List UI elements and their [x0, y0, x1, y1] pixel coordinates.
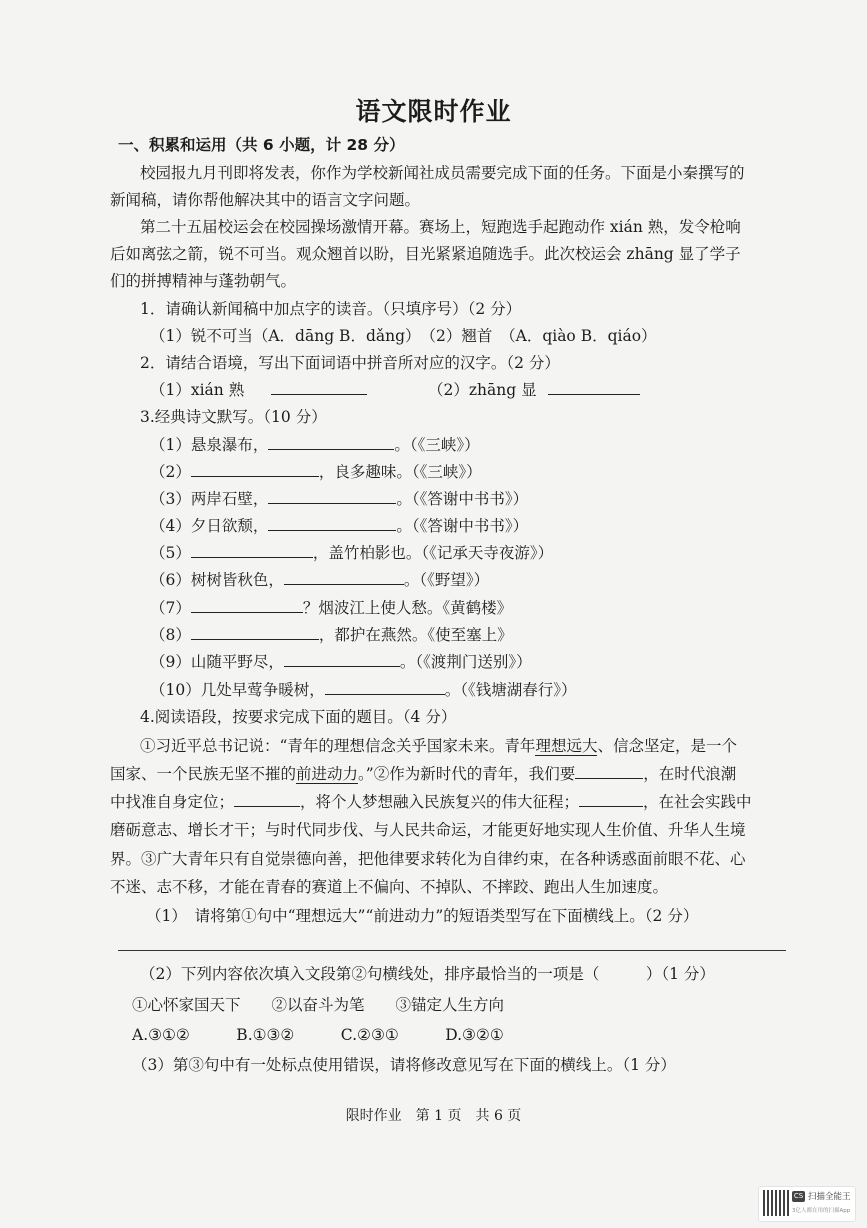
passage-line-6: 不迷、志不移，才能在青春的赛道上不偏向、不掉队、不摔跤、跑出人生加速度。: [110, 878, 669, 896]
question-3-stem: 3.经典诗文默写。（10 分）: [140, 408, 327, 426]
question-2-item-2-label: （2）zhāng 显: [428, 381, 537, 399]
poem-item-suffix: 。（《答谢中书书》）: [396, 517, 529, 535]
answer-blank[interactable]: [575, 764, 643, 779]
passage-text: ，在时代浪潮: [643, 765, 737, 783]
qr-code-icon: [763, 1190, 789, 1216]
poem-item: [150, 543, 553, 563]
poem-item: [150, 625, 513, 645]
question-2-item-1-label: （1）xián 熟: [150, 381, 245, 399]
answer-blank[interactable]: [268, 516, 396, 531]
question-4-sub-2: （2）下列内容依次填入文段第②句横线处，排序最恰当的一项是（ ）（1 分）: [140, 965, 715, 983]
passage-text: 国家、一个民族无坚不摧的: [110, 765, 297, 783]
poem-item-prefix: （2）: [150, 463, 191, 481]
poem-item-prefix: （5）: [150, 544, 191, 562]
question-2-stem: 2．请结合语境，写出下面词语中拼音所对应的汉字。（2 分）: [140, 354, 560, 372]
answer-blank[interactable]: [548, 380, 640, 395]
answer-blank[interactable]: [268, 489, 396, 504]
answer-blank[interactable]: [268, 435, 394, 450]
passage-text: 、信念坚定，是一个: [597, 737, 737, 755]
poem-item-prefix: （6）树树皆秋色，: [150, 571, 284, 589]
poem-item: [150, 598, 512, 618]
poem-item: [150, 680, 577, 700]
answer-blank[interactable]: [234, 792, 300, 807]
intro-line-2: 新闻稿，请你帮他解决其中的语言文字问题。: [110, 191, 421, 209]
answer-line[interactable]: [118, 950, 786, 951]
news-line-1: 第二十五届校运会在校园操场激情开幕。赛场上，短跑选手起跑动作 xián 熟，发令枪响: [140, 218, 741, 236]
page-footer: 限时作业 第 1 页 共 6 页: [345, 1108, 522, 1124]
poem-item-suffix: 。（《三峡》）: [394, 436, 480, 454]
page-title: 语文限时作业: [355, 97, 512, 126]
poem-item-suffix: ？烟波江上使人愁。《黄鹤楼》: [302, 599, 513, 617]
poem-item: [150, 570, 489, 590]
poem-item: [150, 462, 482, 482]
intro-line-1: 校园报九月刊即将发表，你作为学校新闻社成员需要完成下面的任务。下面是小秦撰写的: [140, 164, 745, 182]
passage-text: ，在社会实践中: [643, 793, 752, 811]
poem-item-prefix: （9）山随平野尽，: [150, 653, 284, 671]
answer-blank[interactable]: [191, 625, 319, 640]
question-4-sub-2-items: ①心怀家国天下 ②以奋斗为笔 ③锚定人生方向: [132, 996, 505, 1014]
answer-blank[interactable]: [284, 570, 404, 585]
question-1-stem: 1．请确认新闻稿中加点字的读音。（只填序号）（2 分）: [140, 300, 522, 318]
question-2-item-1: [150, 380, 367, 400]
poem-item-prefix: （10）几处早莺争暖树，: [150, 681, 325, 699]
poem-item-suffix: 。（《渡荆门送别》）: [399, 653, 532, 671]
poem-item: [150, 516, 528, 536]
passage-line-1: [140, 736, 737, 756]
poem-item-suffix: ，良多趣味。（《三峡》）: [318, 463, 482, 481]
question-4-stem: 4.阅读语段，按要求完成下面的题目。（4 分）: [140, 708, 457, 726]
section-heading: 一、积累和运用（共 6 小题，计 28 分）: [118, 136, 405, 154]
camscanner-logo-icon: CS: [793, 1192, 804, 1200]
news-line-3: 们的拼搏精神与蓬勃朝气。: [110, 272, 297, 290]
poem-item: [150, 435, 480, 455]
news-line-2: 后如离弦之箭，锐不可当。观众翘首以盼，目光紧紧追随选手。此次校运会 zhāng 显了学子: [110, 245, 741, 263]
question-1-options: （1）锐不可当（A．dāng B．dǎng） （2）翘首 （A．qiào B．qiáo）: [150, 327, 657, 345]
poem-item-suffix: 。（《答谢中书书》）: [396, 490, 529, 508]
poem-item-prefix: （3）两岸石壁，: [150, 490, 269, 508]
poem-item-prefix: （4）夕日欲颓，: [150, 517, 269, 535]
passage-text: 中找准自身定位；: [110, 793, 235, 811]
answer-blank[interactable]: [579, 792, 643, 807]
passage-line-2: [110, 764, 736, 784]
poem-item: [150, 489, 528, 509]
poem-item-prefix: （1）悬泉瀑布，: [150, 436, 269, 454]
poem-item-suffix: 。（《野望》）: [403, 571, 490, 589]
answer-blank[interactable]: [325, 680, 445, 695]
passage-text: 。”②作为新时代的青年，我们要: [358, 765, 576, 783]
answer-blank[interactable]: [284, 652, 400, 667]
scanner-tagline: 3亿人都在用的扫描App: [792, 1208, 851, 1214]
poem-item-suffix: ，都护在燕然。《使至塞上》: [318, 626, 513, 644]
answer-blank[interactable]: [271, 380, 367, 395]
question-4-sub-2-choices: A.③①② B.①③② C.②③① D.③②①: [132, 1026, 504, 1044]
underlined-phrase: 前进动力: [296, 765, 359, 783]
scanner-watermark: [758, 1186, 856, 1222]
poem-item-prefix: （7）: [150, 599, 191, 617]
passage-line-5: 界。③广大青年只有自觉崇德向善，把他律要求转化为自律约束，在各种诱惑面前眼不花、心: [110, 850, 746, 868]
passage-line-3: [110, 792, 752, 812]
question-2-item-2: [428, 380, 640, 400]
poem-item-prefix: （8）: [150, 626, 191, 644]
question-4-sub-3: （3）第③句中有一处标点使用错误，请将修改意见写在下面的横线上。（1 分）: [132, 1056, 676, 1074]
scanner-app-name: 扫描全能王: [808, 1192, 851, 1202]
passage-text: ①习近平总书记说：“青年的理想信念关乎国家未来。青年: [140, 737, 536, 755]
answer-blank[interactable]: [191, 543, 313, 558]
passage-text: ，将个人梦想融入民族复兴的伟大征程；: [300, 793, 580, 811]
underlined-phrase: 理想远大: [535, 737, 598, 755]
poem-item-suffix: ，盖竹柏影也。（《记承天寺夜游》）: [312, 544, 554, 562]
passage-line-4: 磨砺意志、增长才干；与时代同步伐、与人民共命运，才能更好地实现人生价值、升华人生境: [110, 821, 746, 839]
question-4-sub-1: （1） 请将第①句中“理想远大”“前进动力”的短语类型写在下面横线上。（2 分）: [146, 907, 699, 925]
answer-blank[interactable]: [191, 462, 319, 477]
answer-blank[interactable]: [191, 598, 303, 613]
poem-item-suffix: 。（《钱塘湖春行》）: [444, 681, 577, 699]
poem-item: [150, 652, 532, 672]
